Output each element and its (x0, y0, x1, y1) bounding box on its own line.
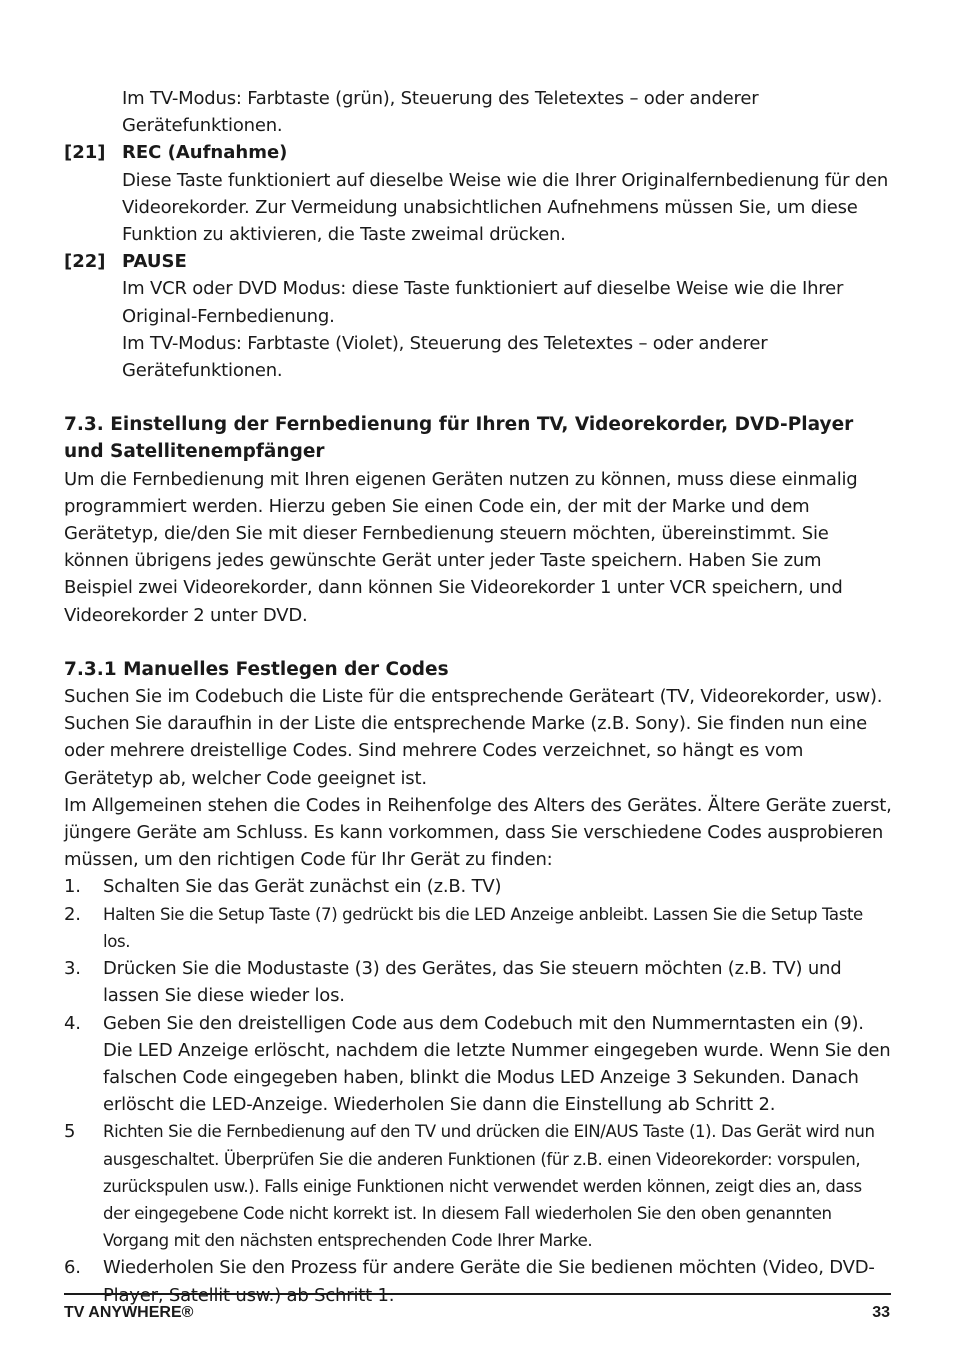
section-7-3-1-text-1: Suchen Sie im Codebuch die Liste für die entsprechende Geräteart (TV, Videorekorder, usw). Suchen Sie daraufhin in der Liste die entsprechende Marke (z.B. Sony). Sie finden nun eine oder mehrere dreistellige Codes. Sind mehrere Codes verzeichnet, so hängt es vom Gerätetyp ab, welcher Code geeignet ist. (64, 686, 883, 789)
step-number: 3. (64, 958, 81, 980)
key-22-header (64, 248, 892, 275)
page-number: 33 (872, 1304, 890, 1321)
list-item (64, 955, 892, 1009)
key-21-number: [21] (64, 142, 106, 164)
key-22-text-1: Im VCR oder DVD Modus: diese Taste funktioniert auf dieselbe Weise wie die Ihrer Original-Fernbedienung. (122, 278, 844, 327)
list-item (64, 1010, 892, 1119)
step-number: 4. (64, 1012, 81, 1034)
section-7-3-text: Um die Fernbedienung mit Ihren eigenen Geräten nutzen zu können, muss diese einmalig programmiert werden. Hierzu geben Sie einen Code ein, der mit der Marke und dem Gerätetyp, die/den Sie mit dieser Fernbedienung steuern möchten, übereinstimmt. Sie können übrigens jedes gewünschte Gerät unter jeder Taste speichern. Haben Sie zum Beispiel zwei Videorekorder, dann können Sie Videorekorder 1 unter VCR speichern, und Videorekorder 2 unter DVD. (64, 468, 858, 626)
intro-line-1: Im TV-Modus: Farbtaste (grün), Steuerung des Teletextes – oder anderer (122, 88, 759, 109)
list-item (64, 901, 892, 955)
footer-divider (64, 1293, 891, 1295)
key-22-title: PAUSE (122, 251, 187, 273)
list-item (64, 1254, 892, 1308)
list-item (64, 1118, 892, 1254)
intro-line-2: Gerätefunktionen. (122, 115, 283, 137)
step-number: 2. (64, 903, 81, 925)
list-item (64, 873, 892, 900)
step-text: Drücken Sie die Modustaste (3) des Gerätes, das Sie steuern möchten (z.B. TV) und lassen Sie diese wieder los. (103, 958, 842, 1007)
step-text: Richten Sie die Fernbedienung auf den TV und drücken die EIN/AUS Taste (1). Das Gerät wird nun ausgeschaltet. Überprüfen Sie die anderen Funktionen (für z.B. einen Videorekorder: vorspulen, zurückspulen usw.). Falls einige Funktionen nicht verwendet werden können, zeigt dies an, dass der eingegebene Code nicht korrekt ist. In diesem Fall wiederholen Sie den oben genannten Vorgang mit den nächsten entsprechenden Code Ihrer Marke. (103, 1122, 875, 1251)
step-number: 1. (64, 876, 81, 898)
section-7-3-1-heading: 7.3.1 Manuelles Festlegen der Codes (64, 658, 449, 680)
step-text: Schalten Sie das Gerät zunächst ein (z.B. TV) (103, 876, 502, 898)
key-21-text: Diese Taste funktioniert auf dieselbe Weise wie die Ihrer Originalfernbedienung für den Videorekorder. Zur Vermeidung unabsichtlichen Aufnehmens müssen Sie, um diese Funktion zu aktivieren, die Taste zweimal drücken. (122, 169, 889, 246)
step-text: Geben Sie den dreistelligen Code aus dem Codebuch mit den Nummerntasten ein (9). Die LED Anzeige erlöscht, nachdem die letzte Nummer eingegeben wurde. Wenn Sie den falschen Code eingegeben haben, blinkt die Modus LED Anzeige 3 Sekunden. Danach erlöscht die LED-Anzeige. Wiederholen Sie dann die Einstellung ab Schritt 2. (103, 1012, 891, 1116)
section-7-3-1-text-2: Im Allgemeinen stehen die Codes in Reihenfolge des Alters des Gerätes. Ältere Geräte zuerst, jüngere Geräte am Schluss. Es kann vorkommen, dass Sie verschiedene Codes ausprobieren müssen, um den richtigen Code für Ihr Gerät zu finden: (64, 794, 892, 871)
key-21-title: REC (Aufnahme) (122, 142, 288, 164)
key-22-text-2: Im TV-Modus: Farbtaste (Violet), Steuerung des Teletextes – oder anderer Gerätefunktionen. (122, 332, 768, 382)
key-21-header (64, 139, 892, 166)
page-content (64, 85, 892, 1309)
steps-list (64, 873, 892, 1308)
step-text: Wiederholen Sie den Prozess für andere Geräte die Sie bedienen möchten (Video, DVD-Player, Satellit usw.) ab Schritt 1. (103, 1257, 875, 1306)
footer-brand: TV ANYWHERE® (64, 1304, 194, 1321)
key-22-number: [22] (64, 251, 106, 273)
step-number: 6. (64, 1257, 81, 1279)
section-7-3-heading: 7.3. Einstellung der Fernbedienung für Ihren TV, Videorekorder, DVD-Player und Satellitenempfänger (64, 414, 854, 463)
step-number: 5 (64, 1121, 76, 1143)
spacer (64, 629, 892, 656)
step-text: Halten Sie die Setup Taste (7) gedrückt bis die LED Anzeige anbleibt. Lassen Sie die Setup Taste los. (103, 904, 863, 951)
spacer (64, 384, 892, 411)
